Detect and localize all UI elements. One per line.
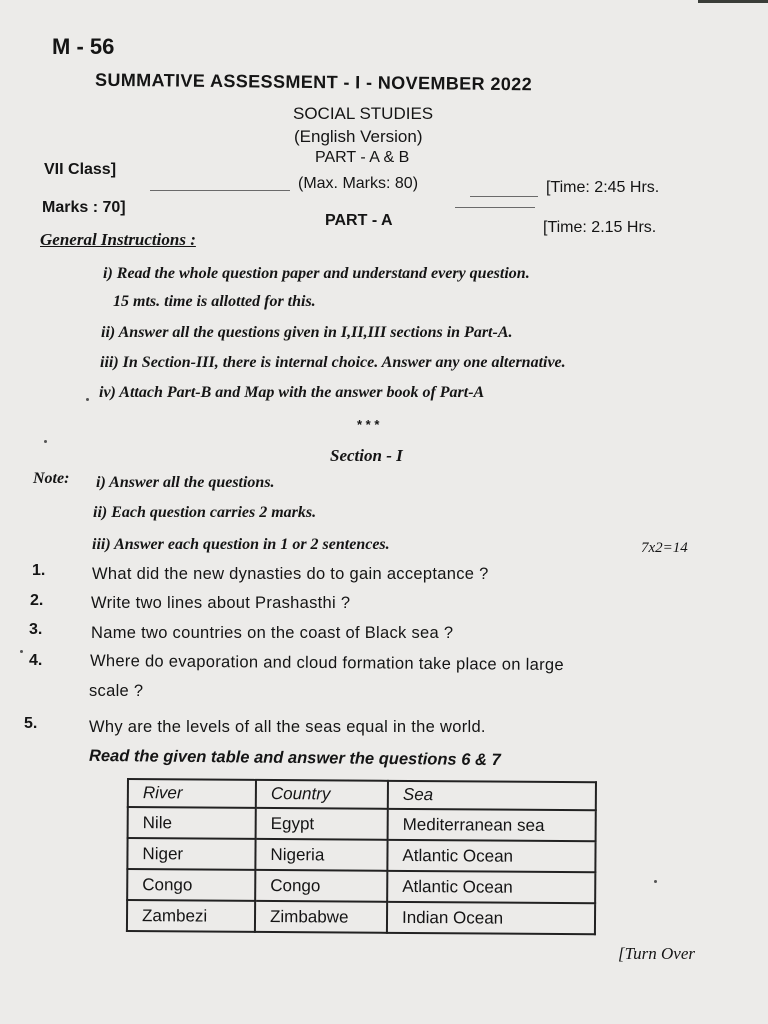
table-cell: Mediterranean sea: [388, 809, 596, 841]
language-version: (English Version): [294, 127, 423, 146]
total-time: [Time: 2:45 Hrs.: [546, 179, 660, 196]
divider-line: [470, 196, 538, 197]
divider-line: [150, 190, 290, 191]
instruction-item: 15 mts. time is allotted for this.: [113, 293, 316, 310]
note-item: ii) Each question carries 2 marks.: [93, 504, 317, 521]
page-edge-shadow: [698, 0, 768, 3]
scan-speck: [654, 880, 657, 883]
subject-title: SOCIAL STUDIES: [293, 104, 434, 123]
question-text: Where do evaporation and cloud formation take place on large: [89, 651, 564, 675]
table-cell: Nile: [128, 807, 256, 839]
instruction-item: iv) Attach Part-B and Map with the answer book of Part-A: [99, 384, 485, 401]
table-row: [127, 869, 595, 903]
question-number: 5.: [24, 715, 38, 732]
instructions-heading: General Instructions :: [40, 230, 196, 249]
table-cell: Niger: [127, 838, 255, 870]
table-cell: Atlantic Ocean: [387, 871, 595, 903]
question-number: 3.: [29, 621, 43, 638]
divider-stars: * * *: [357, 417, 380, 432]
question-number: 2.: [30, 592, 44, 609]
exam-title: SUMMATIVE ASSESSMENT - I - NOVEMBER 2022: [94, 69, 533, 95]
table-header-cell: River: [128, 779, 256, 808]
instruction-item: i) Read the whole question paper and understand every question.: [103, 265, 530, 282]
section-marks: 7x2=14: [641, 540, 688, 556]
question-number: 1.: [32, 562, 46, 579]
table-instruction: Read the given table and answer the questions 6 & 7: [88, 746, 501, 770]
table-row: [127, 838, 595, 872]
instruction-item: ii) Answer all the questions given in I,II,III sections in Part-A.: [101, 324, 513, 341]
parts-label: PART - A & B: [315, 149, 410, 166]
scan-speck: [44, 440, 47, 443]
question-text: Name two countries on the coast of Black sea ?: [91, 624, 454, 642]
table-cell: Congo: [255, 870, 387, 902]
question-text: Write two lines about Prashasthi ?: [91, 594, 351, 612]
table-cell: Atlantic Ocean: [387, 840, 595, 872]
divider-line: [455, 207, 535, 208]
part-a-heading: PART - A: [325, 212, 393, 229]
instruction-item: iii) In Section-III, there is internal choice. Answer any one alternative.: [100, 354, 566, 371]
scan-speck: [86, 398, 89, 401]
part-a-time: [Time: 2.15 Hrs.: [543, 219, 657, 236]
table-row: [127, 900, 595, 934]
max-marks: (Max. Marks: 80): [298, 175, 419, 192]
turn-over-note: [Turn Over: [618, 944, 695, 963]
table-cell: Congo: [127, 869, 255, 901]
table-header-row: [128, 779, 596, 810]
rivers-table: [126, 778, 597, 935]
table-header-cell: Country: [256, 780, 388, 809]
paper-code: M - 56: [52, 34, 115, 59]
note-label: Note:: [33, 470, 70, 487]
table-cell: Zambezi: [127, 900, 255, 932]
scan-speck: [20, 650, 23, 653]
question-text: What did the new dynasties do to gain acceptance ?: [92, 565, 489, 583]
question-text-continued: scale ?: [89, 682, 144, 700]
question-number: 4.: [29, 652, 43, 669]
question-text: Why are the levels of all the seas equal in the world.: [89, 718, 486, 736]
table-cell: Zimbabwe: [255, 901, 387, 933]
table-cell: Nigeria: [255, 839, 387, 871]
table-header-cell: Sea: [388, 781, 596, 810]
table-cell: Indian Ocean: [387, 902, 595, 934]
section-title: Section - I: [330, 446, 403, 465]
table-cell: Egypt: [256, 808, 388, 840]
class-label: VII Class]: [44, 161, 117, 178]
note-item: iii) Answer each question in 1 or 2 sentences.: [92, 536, 390, 553]
part-a-marks: Marks : 70]: [42, 199, 126, 216]
table-row: [128, 807, 596, 841]
note-item: i) Answer all the questions.: [96, 474, 275, 491]
